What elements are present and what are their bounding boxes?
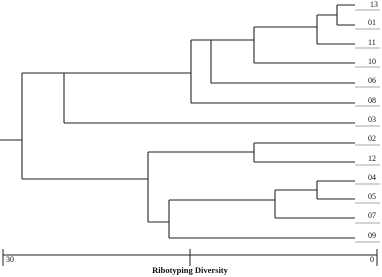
leaf-label: 01 (368, 18, 376, 27)
leaf-row (355, 154, 380, 165)
leaf-label: 02 (368, 134, 376, 143)
leaf-row (355, 134, 380, 145)
leaf-row (355, 76, 380, 87)
leaf-label: 03 (368, 115, 376, 124)
leaf-label: 10 (368, 57, 376, 66)
leaf-row (355, 18, 380, 29)
leaf-label: 12 (368, 154, 376, 163)
leaf-label: 05 (368, 192, 376, 201)
leaf-label: 13 (370, 0, 378, 9)
leaf-row (355, 211, 380, 223)
leaf-row (355, 96, 380, 106)
leaf-row (355, 231, 380, 242)
scale-axis (3, 249, 377, 275)
leaf-label: 07 (368, 211, 376, 220)
leaf-label: 06 (368, 76, 376, 85)
leaf-label: 09 (368, 231, 376, 240)
axis-title: Ribotyping Diversity (152, 265, 228, 275)
leaf-row (355, 192, 380, 203)
tick-label: 30 (6, 255, 14, 264)
leaf-row (355, 115, 380, 126)
leaf-label: 11 (368, 38, 376, 47)
leaf-row (355, 173, 380, 184)
leaf-label: 04 (368, 173, 376, 182)
leaf-row (355, 57, 380, 67)
leaf-row (355, 38, 380, 48)
leaf-row (355, 0, 380, 10)
leaf-label: 08 (368, 96, 376, 105)
tick-label: 0 (370, 255, 374, 264)
